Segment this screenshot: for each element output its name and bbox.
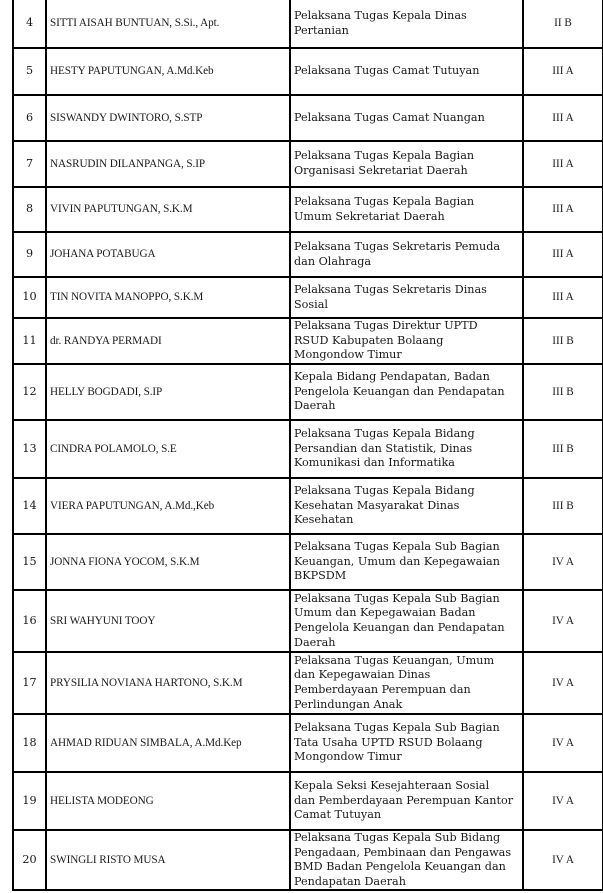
rank-grade: IV A: [523, 772, 603, 830]
table-body: [13, 0, 603, 890]
rank-grade: III B: [523, 478, 603, 534]
official-name: AHMAD RIDUAN SIMBALA, A.Md.Kep: [46, 714, 290, 772]
table-row: [13, 652, 603, 714]
rank-grade: IV A: [523, 590, 603, 652]
rank-grade: III B: [523, 364, 603, 420]
position-line: Pelaksana Tugas Kepala Dinas: [294, 8, 467, 22]
position-line: Pengelola Keuangan dan Pendapatan: [294, 384, 505, 398]
position-line: Sosial: [294, 297, 328, 311]
position-line: Mongondow Timur: [294, 750, 402, 764]
row-number: 6: [13, 95, 46, 141]
position-line: dan Kepegawaian Dinas: [294, 668, 431, 682]
position-title: [290, 420, 523, 478]
official-name: HELLY BOGDADI, S.IP: [46, 364, 290, 420]
position-title: [290, 0, 523, 48]
position-title: [290, 277, 523, 318]
row-number: 15: [13, 534, 46, 590]
position-line: dan Olahraga: [294, 254, 372, 268]
position-line: Pelaksana Tugas Kepala Bidang: [294, 484, 475, 498]
position-line: BKPSDM: [294, 569, 347, 583]
position-line: Pertanian: [294, 23, 349, 37]
rank-grade: IV A: [523, 534, 603, 590]
row-number: 12: [13, 364, 46, 420]
row-number: 9: [13, 232, 46, 277]
official-name: HESTY PAPUTUNGAN, A.Md.Keb: [46, 48, 290, 95]
position-line: Pelaksana Tugas Camat Nuangan: [294, 110, 485, 124]
table-row: [13, 534, 603, 590]
position-title: [290, 232, 523, 277]
position-line: Kepala Bidang Pendapatan, Badan: [294, 370, 490, 384]
position-line: Komunikasi dan Informatika: [294, 456, 455, 470]
position-title: [290, 714, 523, 772]
position-line: Pelaksana Tugas Direktur UPTD: [294, 319, 478, 333]
position-line: BMD Badan Pengelola Keuangan dan: [294, 860, 506, 874]
table-row: [13, 714, 603, 772]
row-number: 19: [13, 772, 46, 830]
rank-grade: IV A: [523, 830, 603, 890]
position-line: Pelaksana Tugas Sekretaris Pemuda: [294, 239, 501, 253]
official-name: HELISTA MODEONG: [46, 772, 290, 830]
position-title: [290, 478, 523, 534]
position-line: RSUD Kabupaten Bolaang: [294, 333, 444, 347]
row-number: 17: [13, 652, 46, 714]
row-number: 20: [13, 830, 46, 890]
position-title: [290, 95, 523, 141]
position-line: Tata Usaha UPTD RSUD Bolaang: [294, 735, 483, 749]
position-line: Kesehatan: [294, 513, 354, 527]
officials-table: [12, 0, 603, 891]
position-title: [290, 652, 523, 714]
table-row: [13, 0, 603, 48]
position-title: [290, 48, 523, 95]
position-line: Pelaksana Tugas Kepala Sub Bagian: [294, 540, 500, 554]
rank-grade: III A: [523, 277, 603, 318]
row-number: 16: [13, 590, 46, 652]
position-title: [290, 590, 523, 652]
position-line: Kesehatan Masyarakat Dinas: [294, 498, 460, 512]
row-number: 11: [13, 318, 46, 364]
table-row: [13, 277, 603, 318]
row-number: 18: [13, 714, 46, 772]
official-name: SRI WAHYUNI TOOY: [46, 590, 290, 652]
position-line: dan Pemberdayaan Perempuan Kantor: [294, 793, 514, 807]
position-line: Pelaksana Tugas Sekretaris Dinas: [294, 282, 487, 296]
position-line: Pemberdayaan Perempuan dan: [294, 683, 471, 696]
official-name: SITTI AISAH BUNTUAN, S.Si., Apt.: [46, 0, 290, 48]
table-row: [13, 48, 603, 95]
official-name: NASRUDIN DILANPANGA, S.IP: [46, 141, 290, 187]
rank-grade: III A: [523, 141, 603, 187]
table-row: [13, 187, 603, 232]
official-name: SISWANDY DWINTORO, S.STP: [46, 95, 290, 141]
rank-grade: III A: [523, 95, 603, 141]
rank-grade: III A: [523, 48, 603, 95]
rank-grade: III B: [523, 318, 603, 364]
position-line: Kepala Seksi Kesejahteraan Sosial: [294, 779, 490, 793]
table-row: [13, 318, 603, 364]
position-line: Pendapatan Daerah: [294, 874, 406, 888]
position-line: Pelaksana Tugas Keuangan, Umum: [294, 653, 495, 667]
official-name: VIERA PAPUTUNGAN, A.Md.,Keb: [46, 478, 290, 534]
position-title: [290, 772, 523, 830]
official-name: dr. RANDYA PERMADI: [46, 318, 290, 364]
position-line: Umum Sekretariat Daerah: [294, 209, 445, 223]
position-line: Pengelola Keuangan dan Pendapatan: [294, 621, 505, 634]
table-row: [13, 232, 603, 277]
rank-grade: III A: [523, 232, 603, 277]
rank-grade: III B: [523, 420, 603, 478]
row-number: 4: [13, 0, 46, 48]
position-line: Daerah: [294, 635, 336, 649]
position-title: [290, 534, 523, 590]
row-number: 14: [13, 478, 46, 534]
position-line: Pelaksana Tugas Kepala Sub Bagian: [294, 591, 500, 605]
official-name: VIVIN PAPUTUNGAN, S.K.M: [46, 187, 290, 232]
official-name: JONNA FIONA YOCOM, S.K.M: [46, 534, 290, 590]
table-row: [13, 830, 603, 890]
official-name: JOHANA POTABUGA: [46, 232, 290, 277]
position-line: Perlindungan Anak: [294, 697, 403, 711]
position-line: Pelaksana Tugas Kepala Bagian: [294, 194, 475, 208]
position-title: [290, 830, 523, 890]
position-line: Pelaksana Tugas Kepala Bagian: [294, 149, 475, 163]
rank-grade: II B: [523, 0, 603, 48]
position-line: Pelaksana Tugas Kepala Sub Bidang: [294, 831, 501, 844]
position-line: Umum dan Kepegawaian Badan: [294, 606, 476, 620]
table-row: [13, 141, 603, 187]
position-line: Daerah: [294, 399, 336, 413]
position-line: Persandian dan Statistik, Dinas: [294, 441, 473, 455]
row-number: 5: [13, 48, 46, 95]
table-row: [13, 478, 603, 534]
position-title: [290, 364, 523, 420]
position-title: [290, 187, 523, 232]
position-line: Organisasi Sekretariat Daerah: [294, 164, 468, 177]
table-row: [13, 590, 603, 652]
position-line: Pelaksana Tugas Camat Tutuyan: [294, 64, 480, 78]
rank-grade: III A: [523, 187, 603, 232]
table-row: [13, 364, 603, 420]
rank-grade: IV A: [523, 714, 603, 772]
position-line: Pengadaan, Pembinaan dan Pengawas: [294, 845, 512, 859]
position-line: Pelaksana Tugas Kepala Sub Bagian: [294, 721, 500, 735]
table-row: [13, 772, 603, 830]
position-title: [290, 318, 523, 364]
position-line: Camat Tutuyan: [294, 808, 382, 822]
position-line: Mongondow Timur: [294, 348, 402, 362]
position-line: Keuangan, Umum dan Kepegawaian: [294, 554, 500, 568]
rank-grade: IV A: [523, 652, 603, 714]
table-row: [13, 95, 603, 141]
row-number: 8: [13, 187, 46, 232]
official-name: PRYSILIA NOVIANA HARTONO, S.K.M: [46, 652, 290, 714]
official-name: CINDRA POLAMOLO, S.E: [46, 420, 290, 478]
row-number: 13: [13, 420, 46, 478]
row-number: 7: [13, 141, 46, 187]
position-title: [290, 141, 523, 187]
position-line: Pelaksana Tugas Kepala Bidang: [294, 427, 475, 441]
official-name: TIN NOVITA MANOPPO, S.K.M: [46, 277, 290, 318]
official-name: SWINGLI RISTO MUSA: [46, 830, 290, 890]
row-number: 10: [13, 277, 46, 318]
table-row: [13, 420, 603, 478]
